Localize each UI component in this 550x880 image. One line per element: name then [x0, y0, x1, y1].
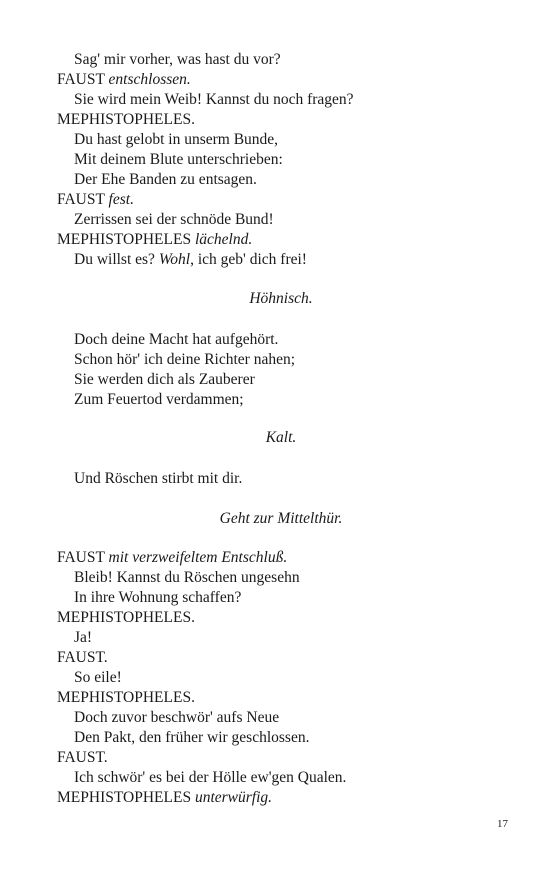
- speaker-line: [57, 190, 134, 210]
- speaker-name: MEPHISTOPHELES.: [57, 111, 195, 128]
- speaker-line: [57, 748, 108, 768]
- speaker-name: FAUST.: [57, 749, 108, 766]
- emphasis-text: Wohl: [158, 251, 191, 268]
- speaker-name: FAUST.: [57, 649, 108, 666]
- speaker-line: [57, 788, 272, 808]
- stage-direction: lächelnd.: [194, 231, 253, 248]
- verse-line: So eile!: [74, 669, 122, 686]
- verse-line: Bleib! Kannst du Röschen ungesehn: [74, 569, 300, 586]
- verse-line: Doch deine Macht hat aufgehört.: [74, 331, 279, 348]
- speaker-name: MEPHISTOPHELES.: [57, 689, 195, 706]
- speaker-line: [57, 70, 191, 90]
- speaker-line: [57, 230, 252, 250]
- verse-line: Und Röschen stirbt mit dir.: [74, 470, 243, 487]
- centered-stage-direction: Geht zur Mittelthür.: [219, 510, 343, 527]
- speaker-line: [57, 648, 108, 668]
- verse-line: [74, 250, 307, 270]
- speaker-line: [57, 608, 195, 628]
- verse-line: Du hast gelobt in unserm Bunde,: [74, 131, 279, 148]
- speaker-name: MEPHISTOPHELES: [57, 231, 192, 248]
- verse-text: , ich geb' dich frei!: [190, 251, 307, 268]
- verse-line: Zum Feuertod verdammen;: [74, 391, 244, 408]
- verse-text: Du willst es?: [74, 251, 159, 268]
- verse-line: Der Ehe Banden zu entsagen.: [74, 171, 257, 188]
- speaker-line: [57, 110, 195, 130]
- verse-line: Zerrissen sei der schnöde Bund!: [74, 211, 274, 228]
- verse-line: Doch zuvor beschwör' aufs Neue: [74, 709, 280, 726]
- speaker-line: [57, 688, 195, 708]
- page-number: 17: [497, 818, 508, 830]
- verse-line: Sie wird mein Weib! Kannst du noch fragen?: [74, 91, 354, 108]
- stage-direction: unterwürfig.: [194, 789, 273, 806]
- verse-line: Schon hör' ich deine Richter nahen;: [74, 351, 296, 368]
- verse-line: In ihre Wohnung schaffen?: [74, 589, 242, 606]
- stage-direction: entschlossen.: [108, 71, 191, 88]
- verse-line: Sie werden dich als Zauberer: [74, 371, 255, 388]
- speaker-name: FAUST: [57, 191, 105, 208]
- verse-line: Mit deinem Blute unterschrieben:: [74, 151, 283, 168]
- verse-line: Ich schwör' es bei der Hölle ew'gen Qualen.: [74, 769, 347, 786]
- verse-line: Ja!: [74, 629, 93, 646]
- stage-direction: fest.: [108, 191, 134, 208]
- verse-line: Den Pakt, den früher wir geschlossen.: [74, 729, 310, 746]
- stage-direction: mit verzweifeltem Entschluß.: [108, 549, 288, 566]
- speaker-name: MEPHISTOPHELES: [57, 789, 192, 806]
- speaker-name: MEPHISTOPHELES.: [57, 609, 195, 626]
- speaker-line: [57, 548, 287, 568]
- centered-stage-direction: Höhnisch.: [249, 290, 313, 307]
- centered-stage-direction: Kalt.: [265, 429, 297, 446]
- speaker-name: FAUST: [57, 71, 105, 88]
- speaker-name: FAUST: [57, 549, 105, 566]
- verse-line: Sag' mir vorher, was hast du vor?: [74, 51, 281, 68]
